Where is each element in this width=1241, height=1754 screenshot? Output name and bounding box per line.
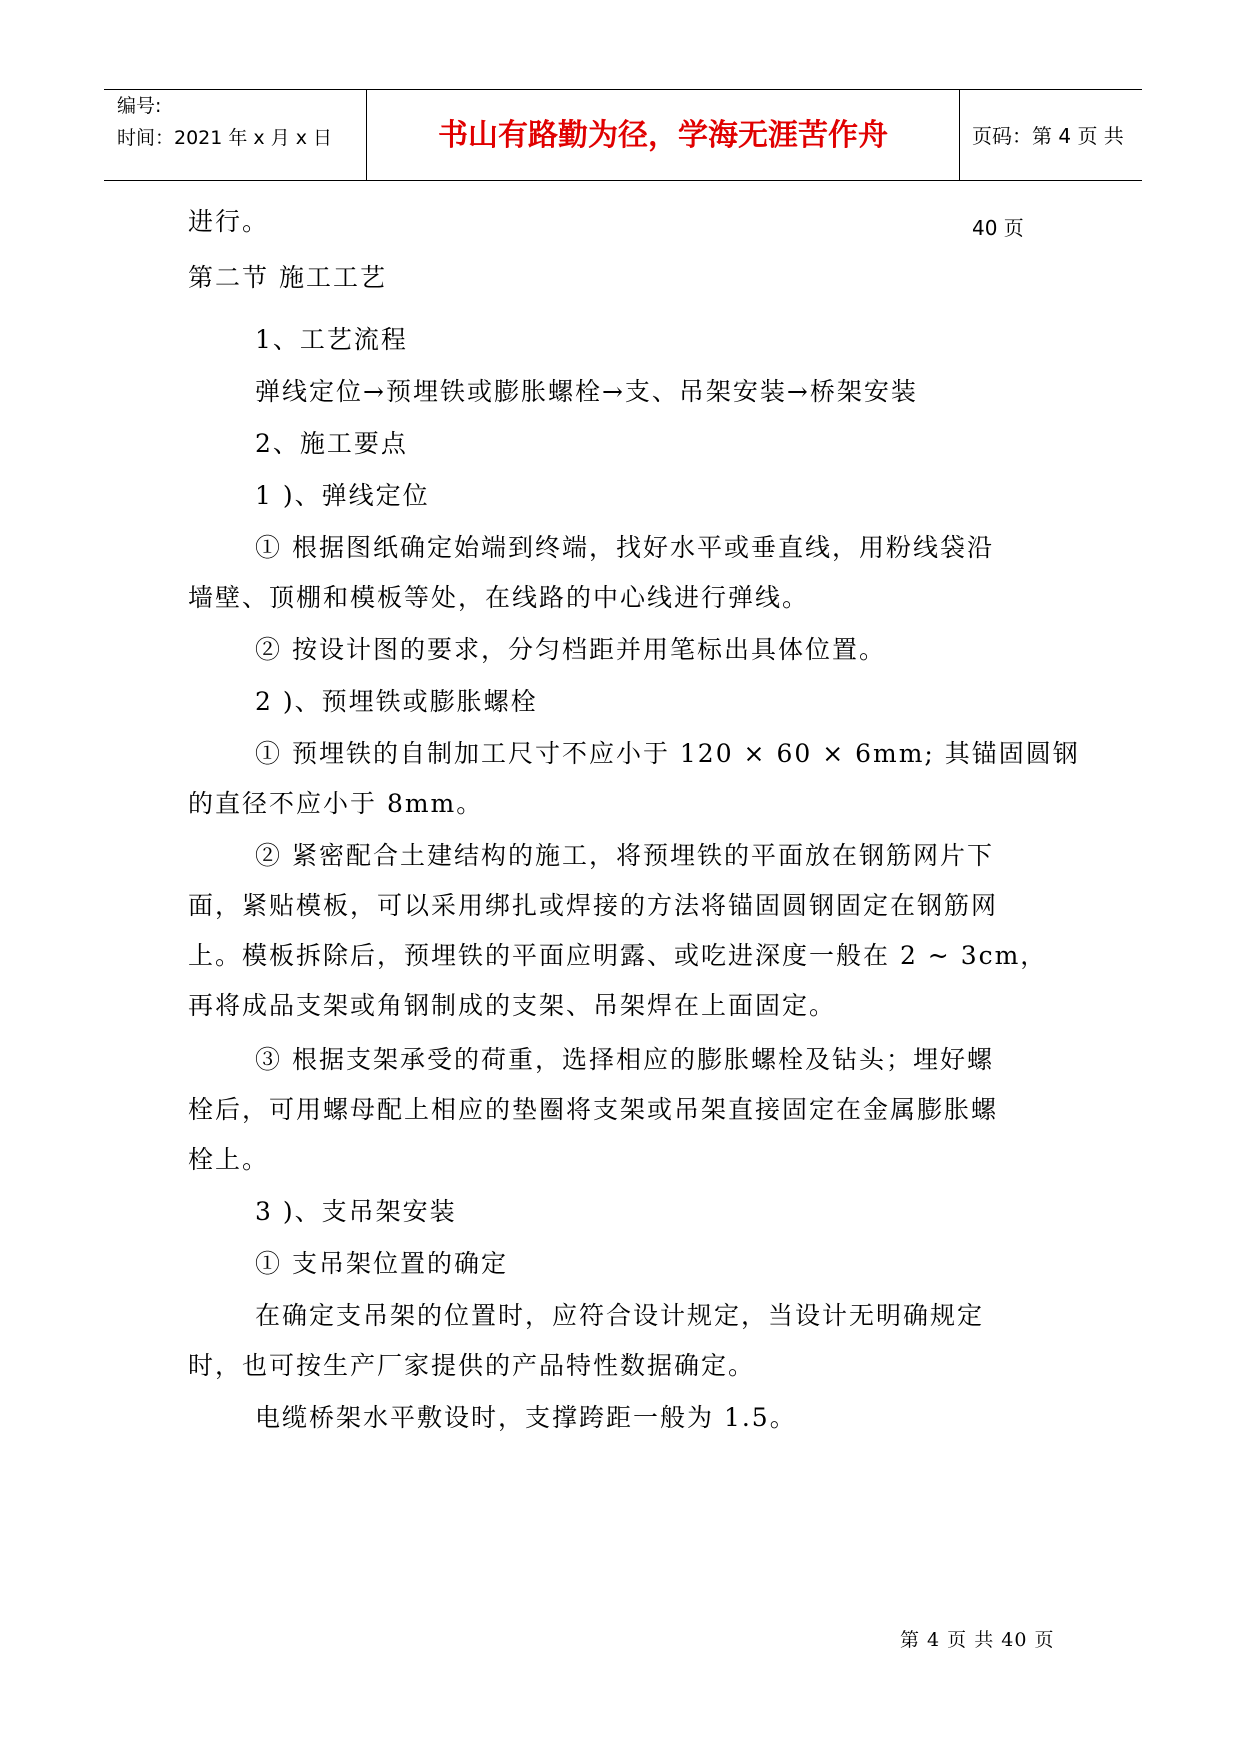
header-info-cell	[104, 90, 367, 180]
text-line: ② 紧密配合土建结构的施工，将预埋铁的平面放在钢筋网片下	[255, 841, 994, 870]
text-line: ③ 根据支架承受的荷重，选择相应的膨胀螺栓及钻头；埋好螺	[255, 1045, 994, 1074]
section-heading: 第二节 施工工艺	[188, 263, 387, 292]
header-page-label: 页码：第 4 页 共 40 页	[972, 124, 1124, 240]
text-line: 面，紧贴模板，可以采用绑扎或焊接的方法将锚固圆钢固定在钢筋网	[188, 891, 999, 920]
header-motto: 书山有路勤为径，学海无涯苦作舟	[367, 90, 960, 180]
text-line: 在确定支吊架的位置时，应符合设计规定，当设计无明确规定	[255, 1301, 985, 1330]
time-label: 时间：2021 年 x 月 x 日	[117, 127, 333, 149]
subheading: 2 )、预埋铁或膨胀螺栓	[255, 687, 538, 716]
text-line: 栓后，可用螺母配上相应的垫圈将支架或吊架直接固定在金属膨胀螺	[188, 1095, 999, 1124]
text-line: 上。模板拆除后，预埋铁的平面应明露、或吃进深度一般在 2 ~ 3cm，	[188, 941, 1048, 970]
text-line: 墙壁、顶棚和模板等处，在线路的中心线进行弹线。	[188, 583, 810, 612]
subheading: 2、施工要点	[255, 429, 408, 458]
number-label: 编号:	[117, 95, 162, 117]
text-line: 再将成品支架或角钢制成的支架、吊架焊在上面固定。	[188, 991, 837, 1020]
subheading: 3 )、支吊架安装	[255, 1197, 457, 1226]
process-flow: 弹线定位→预埋铁或膨胀螺栓→支、吊架安装→桥架安装	[255, 377, 918, 406]
text-line: 栓上。	[188, 1145, 270, 1174]
subheading: 1、工艺流程	[255, 325, 408, 354]
text-line: 的直径不应小于 8mm。	[188, 789, 484, 818]
text-line: 电缆桥架水平敷设时，支撑跨距一般为 1.5。	[255, 1403, 797, 1432]
page-footer: 第 4 页 共 40 页	[900, 1629, 1055, 1651]
text-line: ① 根据图纸确定始端到终端，找好水平或垂直线，用粉线袋沿	[255, 533, 994, 562]
text-line: ① 预埋铁的自制加工尺寸不应小于 120 × 60 × 6mm; 其锚固圆钢	[255, 739, 1080, 768]
subheading: ① 支吊架位置的确定	[255, 1249, 508, 1278]
text-line: ② 按设计图的要求，分匀档距并用笔标出具体位置。	[255, 635, 886, 664]
text-line: 进行。	[188, 207, 270, 236]
subheading: 1 )、弹线定位	[255, 481, 430, 510]
text-line: 时，也可按生产厂家提供的产品特性数据确定。	[188, 1351, 756, 1380]
